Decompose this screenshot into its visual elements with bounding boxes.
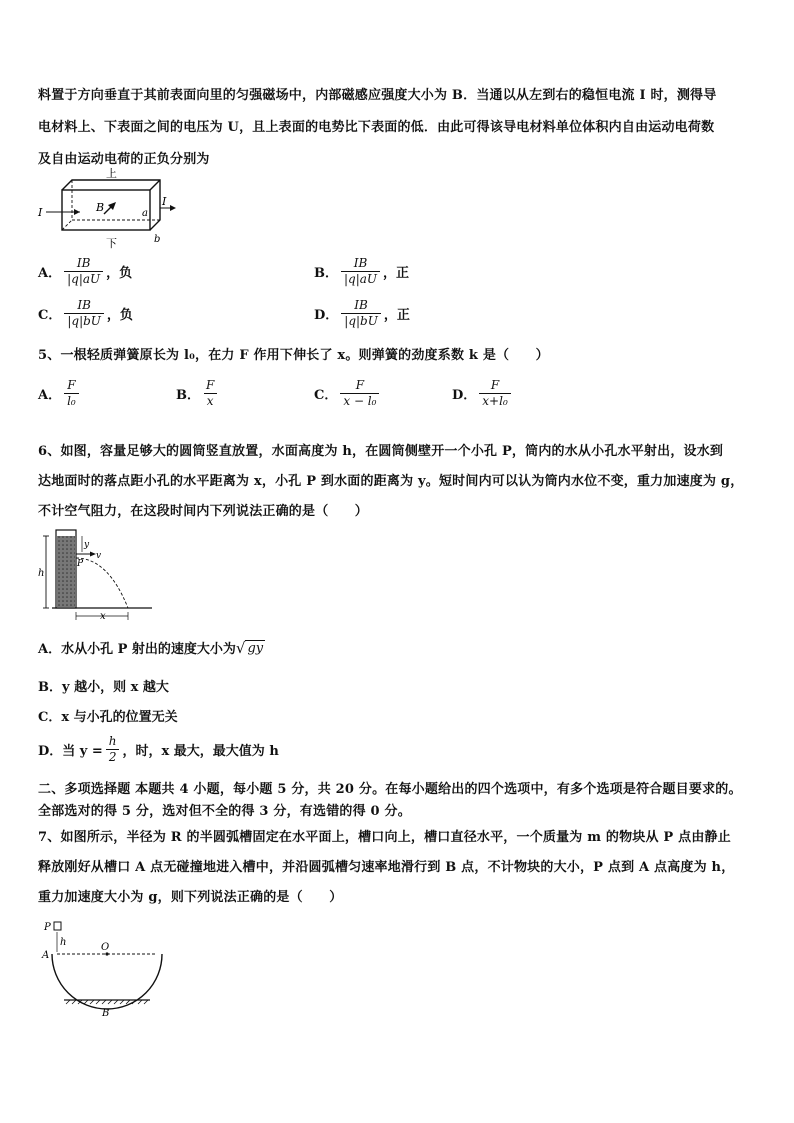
q7-line-3: 重力加速度大小为 g，则下列说法正确的是（ ）: [38, 890, 343, 905]
q7-fig-B: B: [102, 1008, 110, 1019]
q7-fig-A: A: [42, 950, 50, 961]
q4-option-b[interactable]: B． $\frac{IB}{|q|aU}$ ，正: [314, 256, 410, 286]
sqrt-sign: √ gy: [235, 638, 264, 657]
q5-stem: 5、一根轻质弹簧原长为 l₀，在力 F 作用下伸长了 x。则弹簧的劲度系数 k 是（ ）: [38, 348, 549, 363]
q6-cylinder-figure: [38, 528, 158, 623]
q6-option-d[interactable]: D．当 y = $\frac{h}{2}$ ，时，x 最大，最大值为 h: [38, 734, 279, 764]
q4-fig-a: a: [142, 208, 148, 219]
q6-option-b[interactable]: B．y 越小，则 x 越大: [38, 680, 169, 695]
q6-fig-v: v: [96, 551, 102, 561]
q4-fig-b: b: [154, 234, 161, 245]
section2-line-2: 全部选对的得 5 分，选对但不全的得 3 分，有选错的得 0 分。: [38, 804, 411, 819]
q4-option-a[interactable]: A． $\frac{IB}{|q|aU}$ ，负: [38, 256, 133, 286]
q6-line-3: 不计空气阻力，在这段时间内下列说法正确的是（ ）: [38, 504, 369, 519]
q7-fig-h: h: [60, 937, 67, 948]
q6-line-2: 达地面时的落点距小孔的水平距离为 x，小孔 P 到水面的距离为 y。短时间内可以认为筒内水位不变，重力加速度为 g，: [38, 474, 744, 489]
q7-line-2: 释放刚好从槽口 A 点无碰撞地进入槽中，并沿圆弧槽匀速率地滑行到 B 点，不计物块的大小，P 点到 A 点高度为 h，: [38, 860, 735, 875]
q4-fig-bottom: 下: [106, 237, 117, 250]
q5-option-b[interactable]: B． $\frac{F}{x}$: [176, 378, 220, 409]
q4-line-3: 及自由运动电荷的正负分别为: [38, 152, 210, 167]
q4-conductor-figure: [36, 167, 176, 250]
q6-fig-y: y: [84, 540, 90, 550]
q4-line-2: 电材料上、下表面之间的电压为 U，且上表面的电势比下表面的低．由此可得该导电材料单位体积内自由运动电荷数: [38, 120, 715, 135]
q7-fig-O: O: [101, 942, 110, 953]
q6-option-c[interactable]: C．x 与小孔的位置无关: [38, 710, 178, 725]
q5-option-d[interactable]: D． $\frac{F}{\text{x+l₀}}$: [452, 378, 514, 409]
section2-line-1: 二、多项选择题 本题共 4 小题，每小题 5 分，共 20 分。在每小题给出的四个选项中，有多个选项是符合题目要求的。: [38, 782, 742, 797]
q6-fig-x: x: [100, 611, 106, 622]
q7-semicircle-figure: [38, 918, 178, 1022]
q5-option-a[interactable]: A． $\frac{F}{\text{l₀}}$: [38, 378, 82, 409]
q4-fig-B: B: [96, 201, 105, 214]
q6-fig-h: h: [38, 568, 45, 579]
q4-fig-top: 上: [106, 167, 117, 180]
q6-fig-P: P: [77, 559, 84, 569]
q6-option-a[interactable]: A．水从小孔 P 射出的速度大小为 √ gy: [38, 638, 264, 657]
q6-line-1: 6、如图，容量足够大的圆筒竖直放置，水面高度为 h，在圆筒侧壁开一个小孔 P，筒内的水从小孔水平射出，设水到: [38, 444, 724, 459]
q4-option-c[interactable]: C． $\frac{IB}{|q|bU}$ ，负: [38, 298, 133, 328]
q4-fig-I-right: I: [162, 195, 167, 208]
q5-option-c[interactable]: C． $\frac{F}{\text{x − l₀}}$: [314, 378, 382, 409]
q7-line-1: 7、如图所示，半径为 R 的半圆弧槽固定在水平面上，槽口向上，槽口直径水平，一个质量为 m 的物块从 P 点由静止: [38, 830, 731, 845]
q4-option-d[interactable]: D． $\frac{IB}{|q|bU}$ ，正: [314, 298, 410, 328]
q4-line-1: 料置于方向垂直于其前表面向里的匀强磁场中，内部磁感应强度大小为 B．当通以从左到右的稳恒电流 I 时，测得导: [38, 88, 717, 103]
q7-fig-P: P: [44, 922, 51, 933]
q4-fig-I-left: I: [38, 206, 43, 219]
